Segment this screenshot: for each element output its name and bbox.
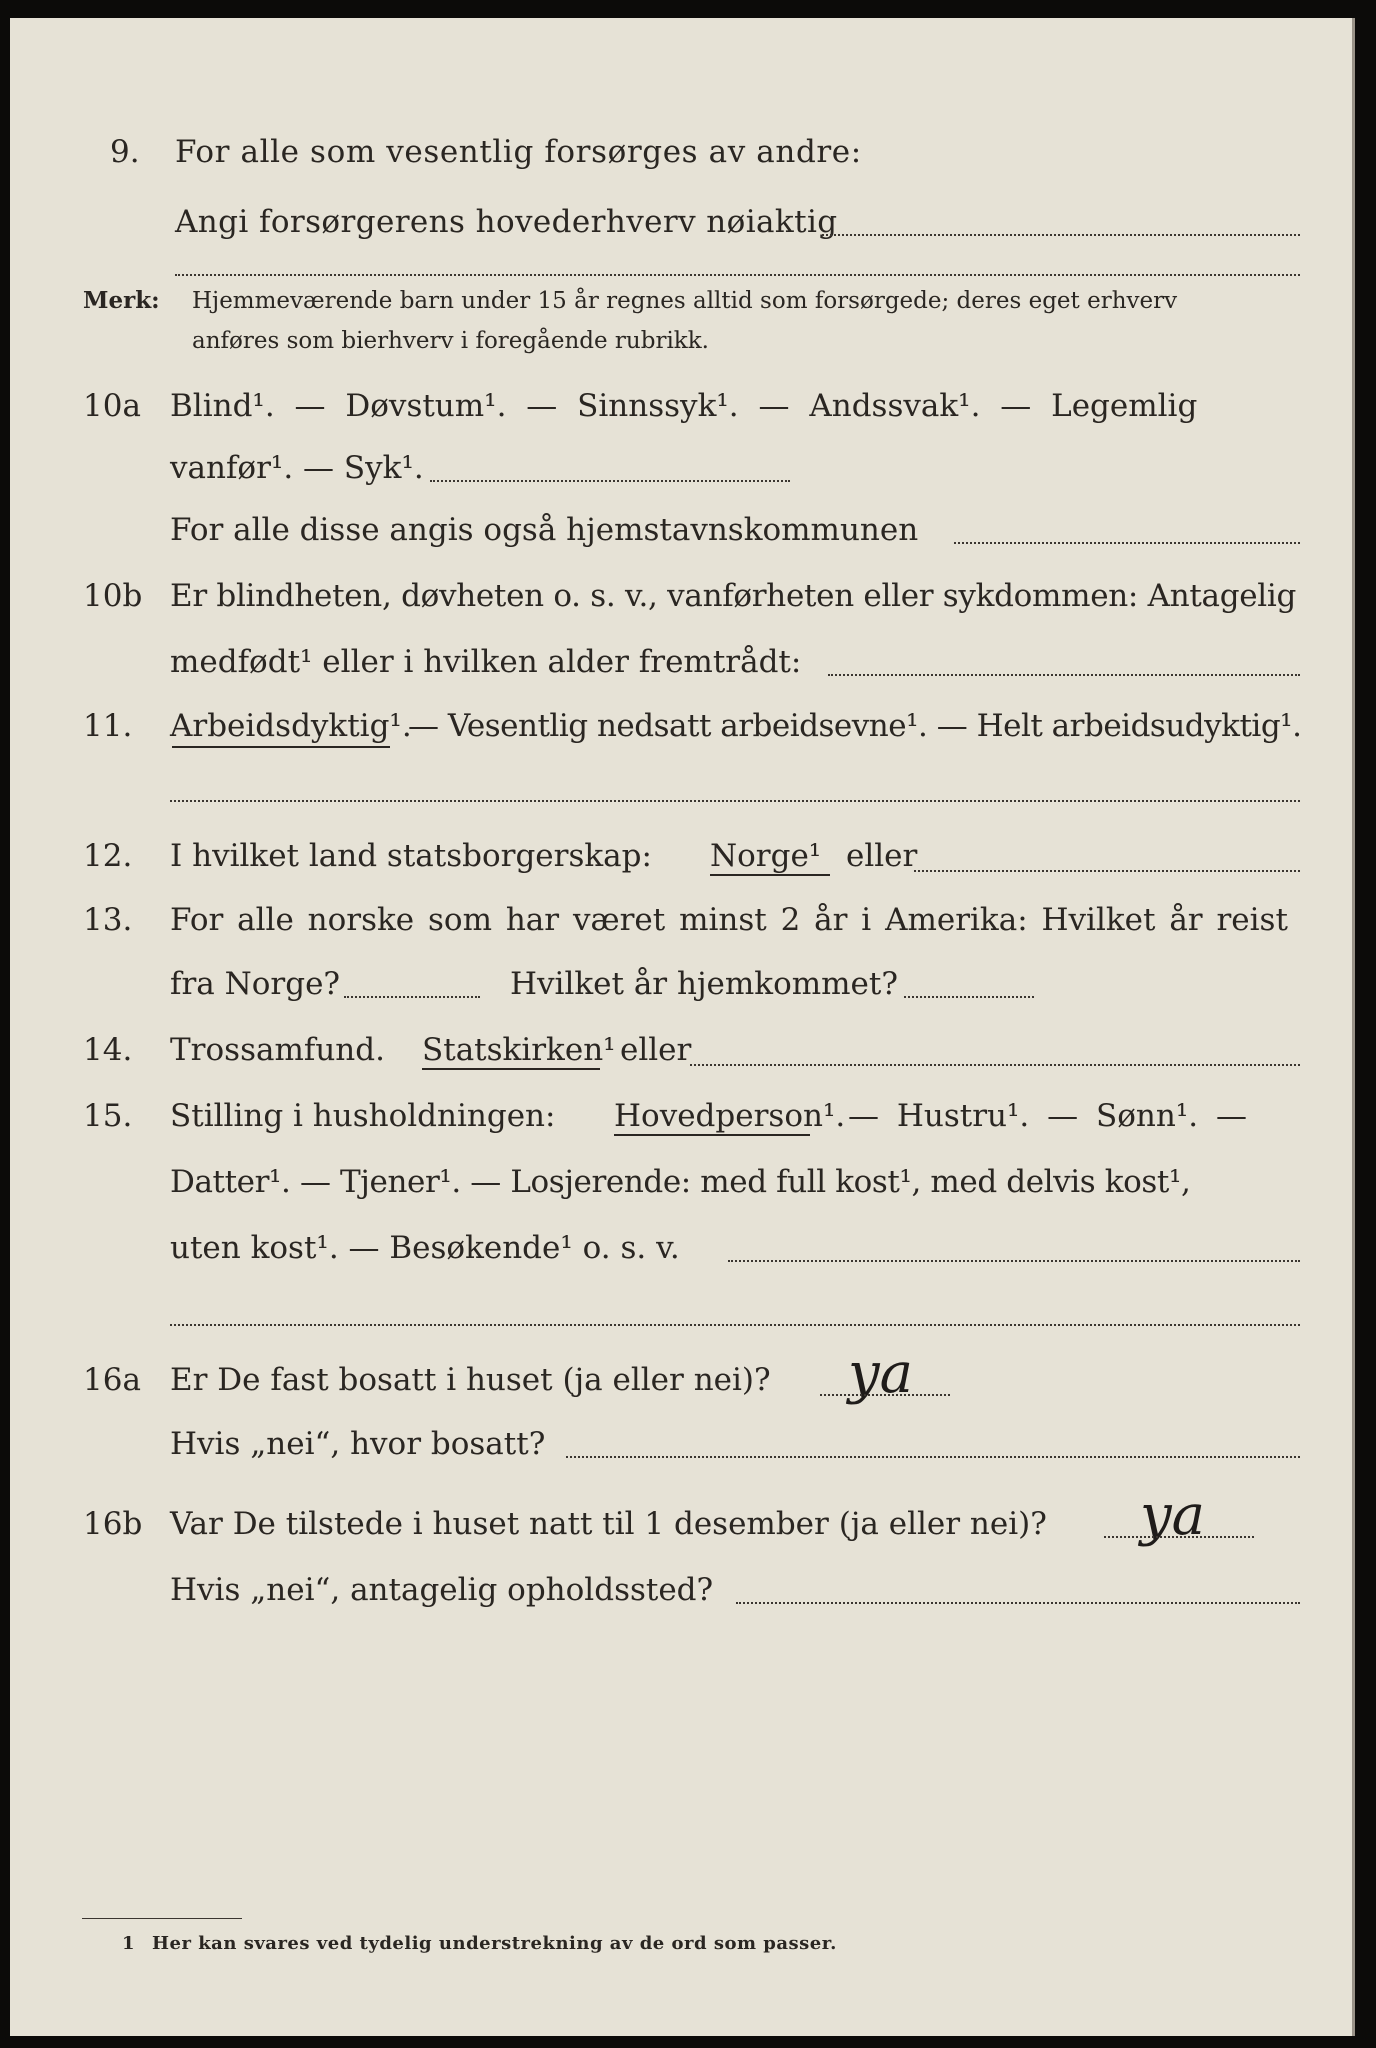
q11-options-rest: — Vesentlig nedsatt arbeidsevne¹. — Helt arbeidsudyktig¹. [408, 708, 1302, 744]
q9-answer-line[interactable] [822, 234, 1300, 236]
q11-number: 11. [83, 708, 133, 744]
merk-label: Merk: [83, 287, 160, 314]
q10a-number: 10a [83, 388, 141, 424]
q14-underline-mark [422, 1068, 600, 1070]
q15-options-rest: — Hustru¹. — Sønn¹. — [848, 1098, 1247, 1134]
q15-line3: uten kost¹. — Besøkende¹ o. s. v. [170, 1230, 680, 1266]
footnote-rule [82, 1918, 242, 1919]
q16b-handwritten-answer: ya [1140, 1483, 1206, 1548]
q11-answer-line[interactable] [170, 800, 1300, 802]
q16a-answer-line[interactable] [820, 1394, 950, 1396]
q15-question: Stilling i husholdningen: [170, 1098, 556, 1134]
q10a-line3: For alle disse angis også hjemstavnskommunen [170, 512, 919, 548]
q15-line2: Datter¹. — Tjener¹. — Losjerende: med full kost¹, med delvis kost¹, [170, 1164, 1191, 1200]
q12-option-norge: Norge¹ [710, 838, 822, 874]
q10a-syk-line[interactable] [430, 480, 790, 482]
q9-answer-line-2[interactable] [175, 274, 1300, 276]
q13-line1: For alle norske som har været minst 2 år i Amerika: Hvilket år reist [170, 902, 1288, 938]
q9-line2: Angi forsørgerens hovederhverv nøiaktig [175, 204, 838, 240]
q12-answer-line[interactable] [914, 870, 1300, 872]
q16a-line1: Er De fast bosatt i huset (ja eller nei)? [170, 1362, 771, 1398]
q10b-number: 10b [83, 578, 143, 614]
q9-line1: For alle som vesentlig forsørges av andre: [175, 134, 862, 170]
census-form-page [10, 18, 1355, 2036]
q13-line2b: Hvilket år hjemkommet? [510, 966, 898, 1002]
q16b-number: 16b [83, 1506, 143, 1542]
q15-option-hovedperson: Hovedperson¹. [614, 1098, 846, 1134]
q12-question: I hvilket land statsborgerskap: [170, 838, 652, 874]
q14-question: Trossamfund. [170, 1032, 385, 1068]
q12-eller: eller [846, 838, 918, 874]
q15-number: 15. [83, 1098, 133, 1134]
footnote-text: Her kan svares ved tydelig understrekning av de ord som passer. [152, 1933, 837, 1954]
q13-number: 13. [83, 902, 133, 938]
q10b-answer-line[interactable] [828, 674, 1300, 676]
q10a-kommune-line[interactable] [954, 542, 1300, 544]
q11-option-arbeidsdyktig: Arbeidsdyktig¹. [170, 708, 412, 744]
footnote-mark: 1 [122, 1933, 136, 1954]
q12-number: 12. [83, 838, 133, 874]
q16b-answer-line[interactable] [1104, 1536, 1254, 1538]
q16b-line2: Hvis „nei“, antagelig opholdssted? [170, 1572, 714, 1608]
q12-underline-mark [710, 874, 830, 876]
q15-underline-mark [614, 1134, 810, 1136]
q16a-handwritten-answer: ya [848, 1341, 914, 1406]
merk-line2: anføres som bierhverv i foregående rubrikk. [192, 328, 709, 354]
q9-number: 9. [110, 134, 140, 170]
q13-line2a: fra Norge? [170, 966, 341, 1002]
q14-answer-line[interactable] [690, 1064, 1300, 1066]
q16b-line1: Var De tilstede i huset natt til 1 desember (ja eller nei)? [170, 1506, 1047, 1542]
q14-eller: eller [620, 1032, 692, 1068]
q10b-line2: medfødt¹ eller i hvilken alder fremtrådt: [170, 644, 802, 680]
q15-answer-line-2[interactable] [170, 1324, 1300, 1326]
q10a-line2: vanfør¹. — Syk¹. [170, 450, 424, 486]
q14-option-statskirken: Statskirken¹ [422, 1032, 616, 1068]
q14-number: 14. [83, 1032, 133, 1068]
q10a-line1: Blind¹. — Døvstum¹. — Sinnssyk¹. — Andssvak¹. — Legemlig [170, 388, 1198, 424]
q11-underline-mark [172, 746, 390, 748]
q15-answer-line[interactable] [728, 1260, 1300, 1262]
q13-hjemkommet-line[interactable] [904, 996, 1034, 998]
q16b-opholdssted-line[interactable] [736, 1602, 1300, 1604]
q10b-line1: Er blindheten, døvheten o. s. v., vanførheten eller sykdommen: Antagelig [170, 578, 1297, 614]
q16a-line2: Hvis „nei“, hvor bosatt? [170, 1426, 546, 1462]
merk-line1: Hjemmeværende barn under 15 år regnes alltid som forsørgede; deres eget erhverv [192, 288, 1178, 314]
q16a-bosatt-line[interactable] [566, 1456, 1300, 1458]
q13-reist-line[interactable] [344, 996, 480, 998]
q16a-number: 16a [83, 1362, 141, 1398]
